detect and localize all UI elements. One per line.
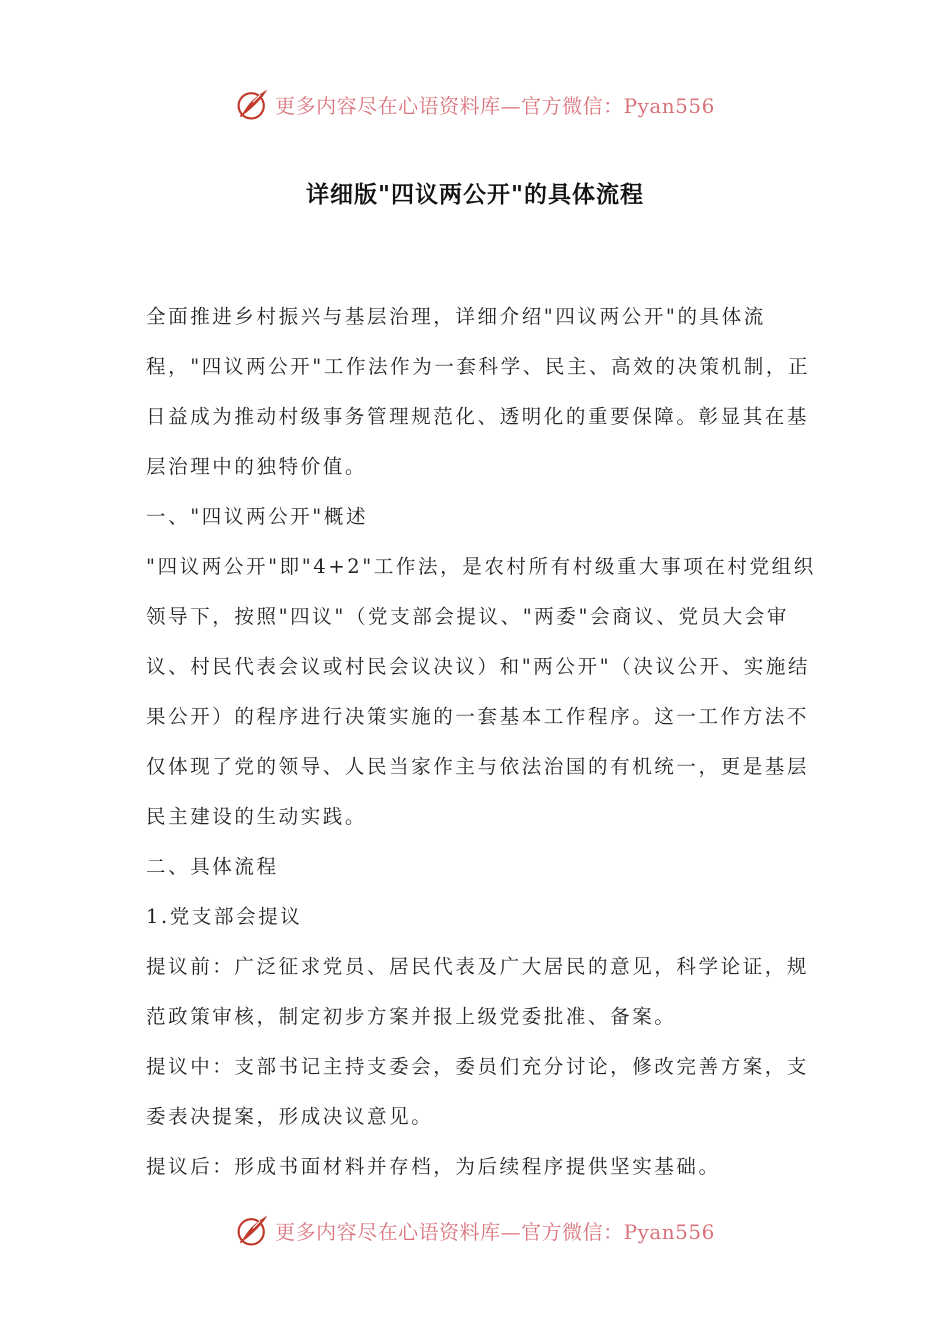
footer-watermark xyxy=(0,1208,950,1252)
during-proposal-paragraph: 提议中：支部书记主持支委会，委员们充分讨论，修改完善方案，支委表决提案，形成决议意见。 xyxy=(146,1055,810,1128)
section-heading-process: 二、具体流程 xyxy=(146,855,279,878)
intro-paragraph: 全面推进乡村振兴与基层治理，详细介绍"四议两公开"的具体流程，"四议两公开"工作法作为一套科学、民主、高效的决策机制，正日益成为推动村级事务管理规范化、透明化的重要保障。彰显其在基层治理中的独特价值。 xyxy=(146,305,811,478)
after-proposal-paragraph: 提议后：形成书面材料并存档，为后续程序提供坚实基础。 xyxy=(146,1155,721,1178)
overview-paragraph: "四议两公开"即"4+2"工作法，是农村所有村级重大事项在村党组织领导下，按照"四议"（党支部会提议、"两委"会商议、党员大会审议、村民代表会议或村民会议决议）和"两公开"（决议公开、实施结果公开）的程序进行决策实施的一套基本工作程序。这一工作方法不仅体现了党的领导、人民当家作主与依法治国的有机统一，更是基层民主建设的生动实践。 xyxy=(146,555,816,828)
quill-logo-icon xyxy=(235,86,271,122)
subheading-party-branch-proposal: 1.党支部会提议 xyxy=(146,905,303,928)
before-proposal-paragraph: 提议前：广泛征求党员、居民代表及广大居民的意见，科学论证，规范政策审核，制定初步方案并报上级党委批准、备案。 xyxy=(146,955,810,1028)
watermark-text: 更多内容尽在心语资料库—官方微信：Pyan556 xyxy=(275,93,715,118)
header-watermark xyxy=(0,82,950,126)
document-body xyxy=(146,292,822,1192)
document-title: 详细版"四议两公开"的具体流程 xyxy=(306,182,644,208)
section-heading-overview: 一、"四议两公开"概述 xyxy=(146,505,369,528)
quill-logo-icon xyxy=(235,1212,271,1248)
watermark-text: 更多内容尽在心语资料库—官方微信：Pyan556 xyxy=(275,1219,715,1244)
